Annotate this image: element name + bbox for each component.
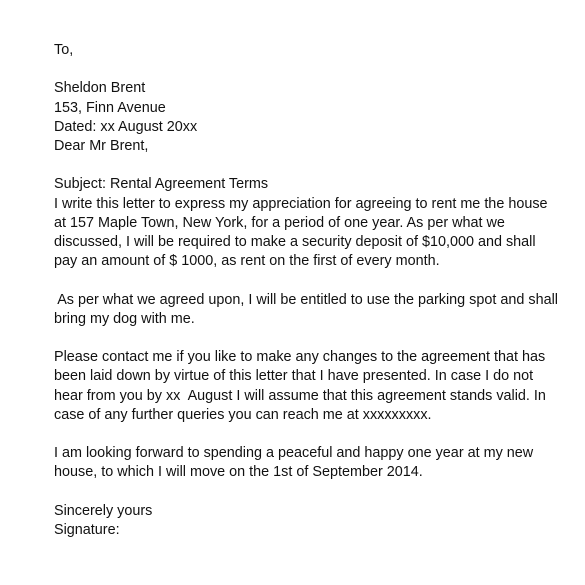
paragraph-3-line-3: hear from you by xx August I will assume that this agreement stands valid. In [54, 387, 546, 404]
salutation-to: To, [54, 42, 74, 58]
spacer [54, 156, 574, 175]
paragraph-2-line-2: bring my dog with me. [54, 310, 195, 327]
paragraph-3-line-2: been laid down by virtue of this letter that I have presented. In case I do not [54, 368, 534, 385]
letter-date: Dated: xx August 20xx [54, 118, 198, 135]
spacer [54, 60, 574, 79]
closing: Sincerely yours [54, 502, 153, 519]
paragraph-4-line-1: I am looking forward to spending a peaceful and happy one year at my new [54, 445, 534, 462]
paragraph-1-line-4: pay an amount of $ 1000, as rent on the first of every month. [54, 253, 440, 270]
letter-body [54, 41, 574, 540]
paragraph-3-line-4: case of any further queries you can reach me at xxxxxxxxx. [54, 406, 432, 423]
spacer [54, 329, 574, 348]
paragraph-1-line-2: at 157 Maple Town, New York, for a period of one year. As per what we [54, 214, 505, 231]
spacer [54, 483, 574, 502]
signature-label: Signature: [54, 521, 120, 538]
paragraph-4-line-2: house, to which I will move on the 1st of September 2014. [54, 464, 423, 481]
subject-line: Subject: Rental Agreement Terms [54, 176, 269, 193]
spacer [54, 271, 574, 290]
paragraph-1-line-1: I write this letter to express my appreciation for agreeing to rent me the house [54, 195, 548, 212]
paragraph-3-line-1: Please contact me if you like to make any changes to the agreement that has [54, 349, 546, 366]
recipient-name: Sheldon Brent [54, 80, 146, 97]
paragraph-1-line-3: discussed, I will be required to make a security deposit of $10,000 and shall [54, 234, 536, 250]
paragraph-2-line-1: As per what we agreed upon, I will be entitled to use the parking spot and shall [54, 291, 558, 308]
greeting: Dear Mr Brent, [54, 138, 149, 154]
recipient-address: 153, Finn Avenue [54, 99, 166, 116]
spacer [54, 425, 574, 444]
